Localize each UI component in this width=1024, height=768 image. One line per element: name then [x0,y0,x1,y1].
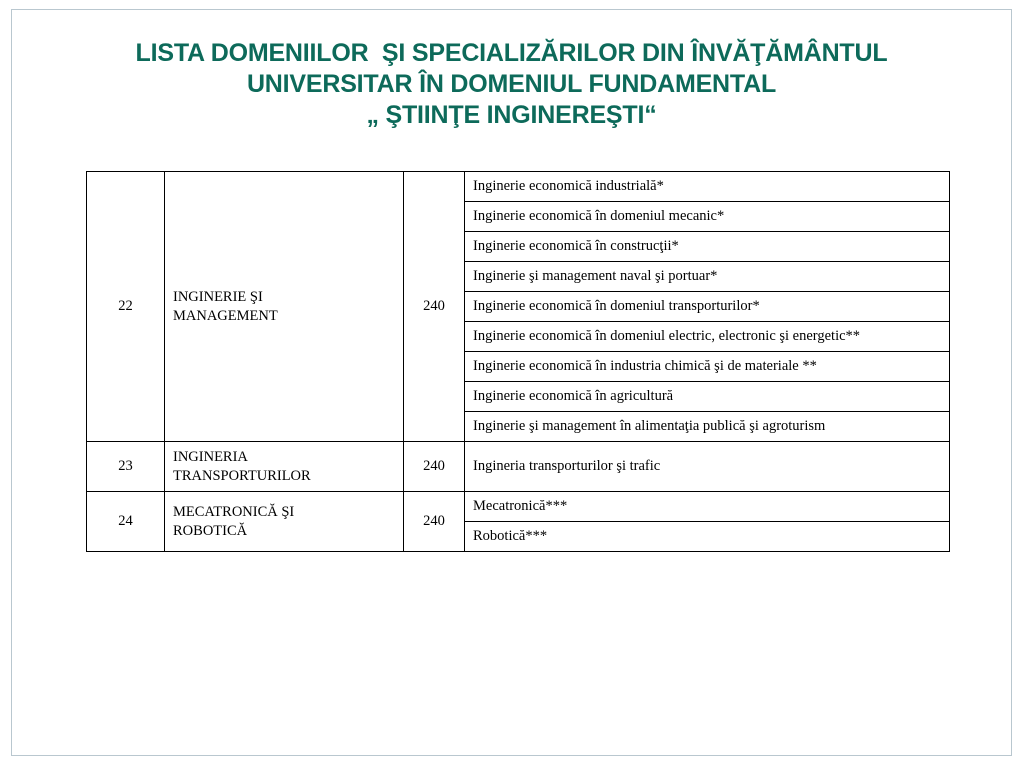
domain-name-line: INGINERIE ŞI [173,288,263,305]
domain-number: 22 [87,172,165,442]
title-line-2: UNIVERSITAR ÎN DOMENIUL FUNDAMENTAL [246,70,777,98]
specialization-cell: Inginerie economică în domeniul mecanic* [465,202,950,232]
domain-credits: 240 [404,172,465,442]
table-row [87,172,950,202]
title-line-1: LISTA DOMENIILOR ŞI SPECIALIZĂRILOR DIN ÎNVĂŢĂMÂNTUL [135,39,888,67]
domain-name [165,442,404,492]
table-row [87,442,950,492]
specialization-cell: Mecatronică*** [465,492,950,522]
domain-name [165,172,404,442]
domain-credits: 240 [404,492,465,552]
slide-frame [11,9,1012,756]
specialization-cell: Inginerie economică în domeniul transporturilor* [465,292,950,322]
table-row [87,492,950,522]
domain-name-line: TRANSPORTURILOR [173,467,311,484]
specialization-cell: Inginerie economică în domeniul electric, electronic şi energetic** [465,322,950,352]
title-line-3: „ ŞTIINŢE INGINEREŞTI“ [366,101,657,129]
specialization-cell: Inginerie economică industrială* [465,172,950,202]
page-title [12,38,1011,131]
specialization-cell: Inginerie economică în construcţii* [465,232,950,262]
domain-number: 23 [87,442,165,492]
domain-name-line: MECATRONICĂ ŞI [173,503,295,520]
specialization-cell: Inginerie economică în industria chimică şi de materiale ** [465,352,950,382]
domain-name-line: MANAGEMENT [173,307,278,324]
domains-table [86,171,950,552]
domain-name-line: ROBOTICĂ [173,522,248,539]
specialization-cell: Ingineria transporturilor şi trafic [465,442,950,492]
domain-number: 24 [87,492,165,552]
domain-name-line: INGINERIA [173,448,248,465]
domain-name [165,492,404,552]
domain-credits: 240 [404,442,465,492]
specialization-cell: Inginerie şi management naval şi portuar* [465,262,950,292]
specialization-cell: Robotică*** [465,522,950,552]
specialization-cell: Inginerie şi management în alimentaţia publică şi agroturism [465,412,950,442]
specialization-cell: Inginerie economică în agricultură [465,382,950,412]
